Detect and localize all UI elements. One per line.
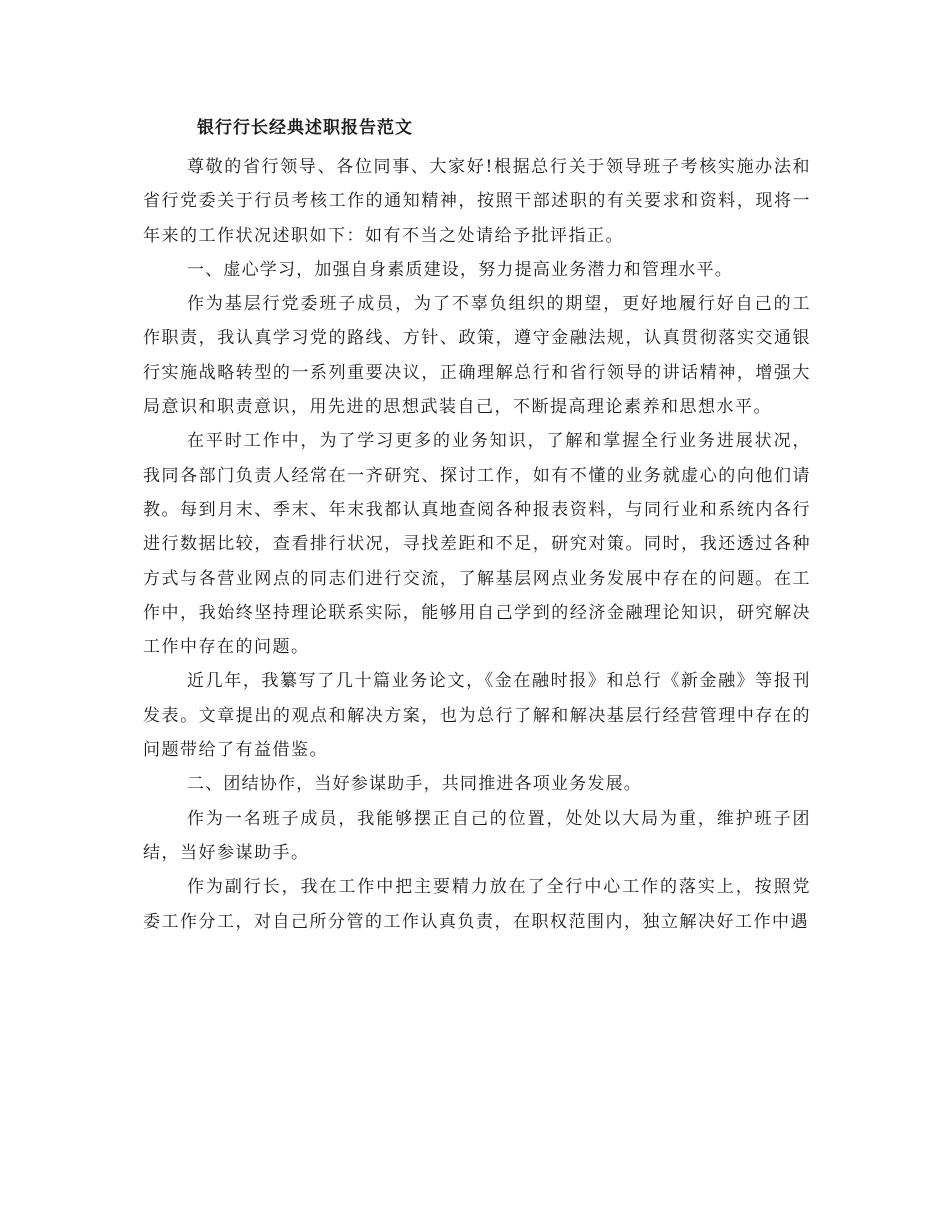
document-title: 银行行长经典述职报告范文 — [197, 118, 413, 138]
paragraph-vice-president: 作为副行长，我在工作中把主要精力放在了全行中心工作的落实上，按照党委工作分工，对自己所分管的工作认真负责，在职权范围内，独立解决好工作中遇 — [143, 877, 811, 932]
paragraph-daily-work: 在平时工作中，为了学习更多的业务知识，了解和掌握全行业务进展状况，我同各部门负责人经常在一齐研究、探讨工作，如有不懂的业务就虚心的向他们请教。每到月末、季末、年末我都认真地查阅各种报表资料，与同行业和系统内各行进行数据比较，查看排行状况，寻找差距和不足，研究对策。同时，我还透过各种方式与各营业网点的同志们进行交流，了解基层网点业务发展中存在的问题。在工作中，我始终坚持理论联系实际，能够用自己学到的经济金融理论知识，研究解决工作中存在的问题。 — [143, 431, 811, 658]
paragraph-papers: 近几年，我纂写了几十篇业务论文，《金在融时报》和总行《新金融》等报刊发表。文章提出的观点和解决方案，也为总行了解和解决基层行经营管理中存在的问题带给了有益借鉴。 — [143, 671, 811, 761]
document-body — [143, 150, 811, 939]
paragraph-team-member: 作为一名班子成员，我能够摆正自己的位置，处处以大局为重，维护班子团结，当好参谋助手。 — [143, 808, 811, 863]
paragraph-study: 作为基层行党委班子成员，为了不辜负组织的期望，更好地履行好自己的工作职责，我认真学习党的路线、方针、政策，遵守金融法规，认真贯彻落实交通银行实施战略转型的一系列重要决议，正确理解总行和省行领导的讲话精神，增强大局意识和职责意识，用先进的思想武装自己，不断提高理论素养和思想水平。 — [143, 294, 811, 418]
section-heading-1: 一、虚心学习，加强自身素质建设，努力提高业务潜力和管理水平。 — [187, 259, 733, 280]
section-heading-2: 二、团结协作，当好参谋助手，共同推进各项业务发展。 — [187, 774, 642, 795]
paragraph-greeting: 尊敬的省行领导、各位同事、大家好!根据总行关于领导班子考核实施办法和省行党委关于行员考核工作的通知精神，按照干部述职的有关要求和资料，现将一年来的工作状况述职如下：如有不当之处请给予批评指正。 — [143, 157, 811, 246]
